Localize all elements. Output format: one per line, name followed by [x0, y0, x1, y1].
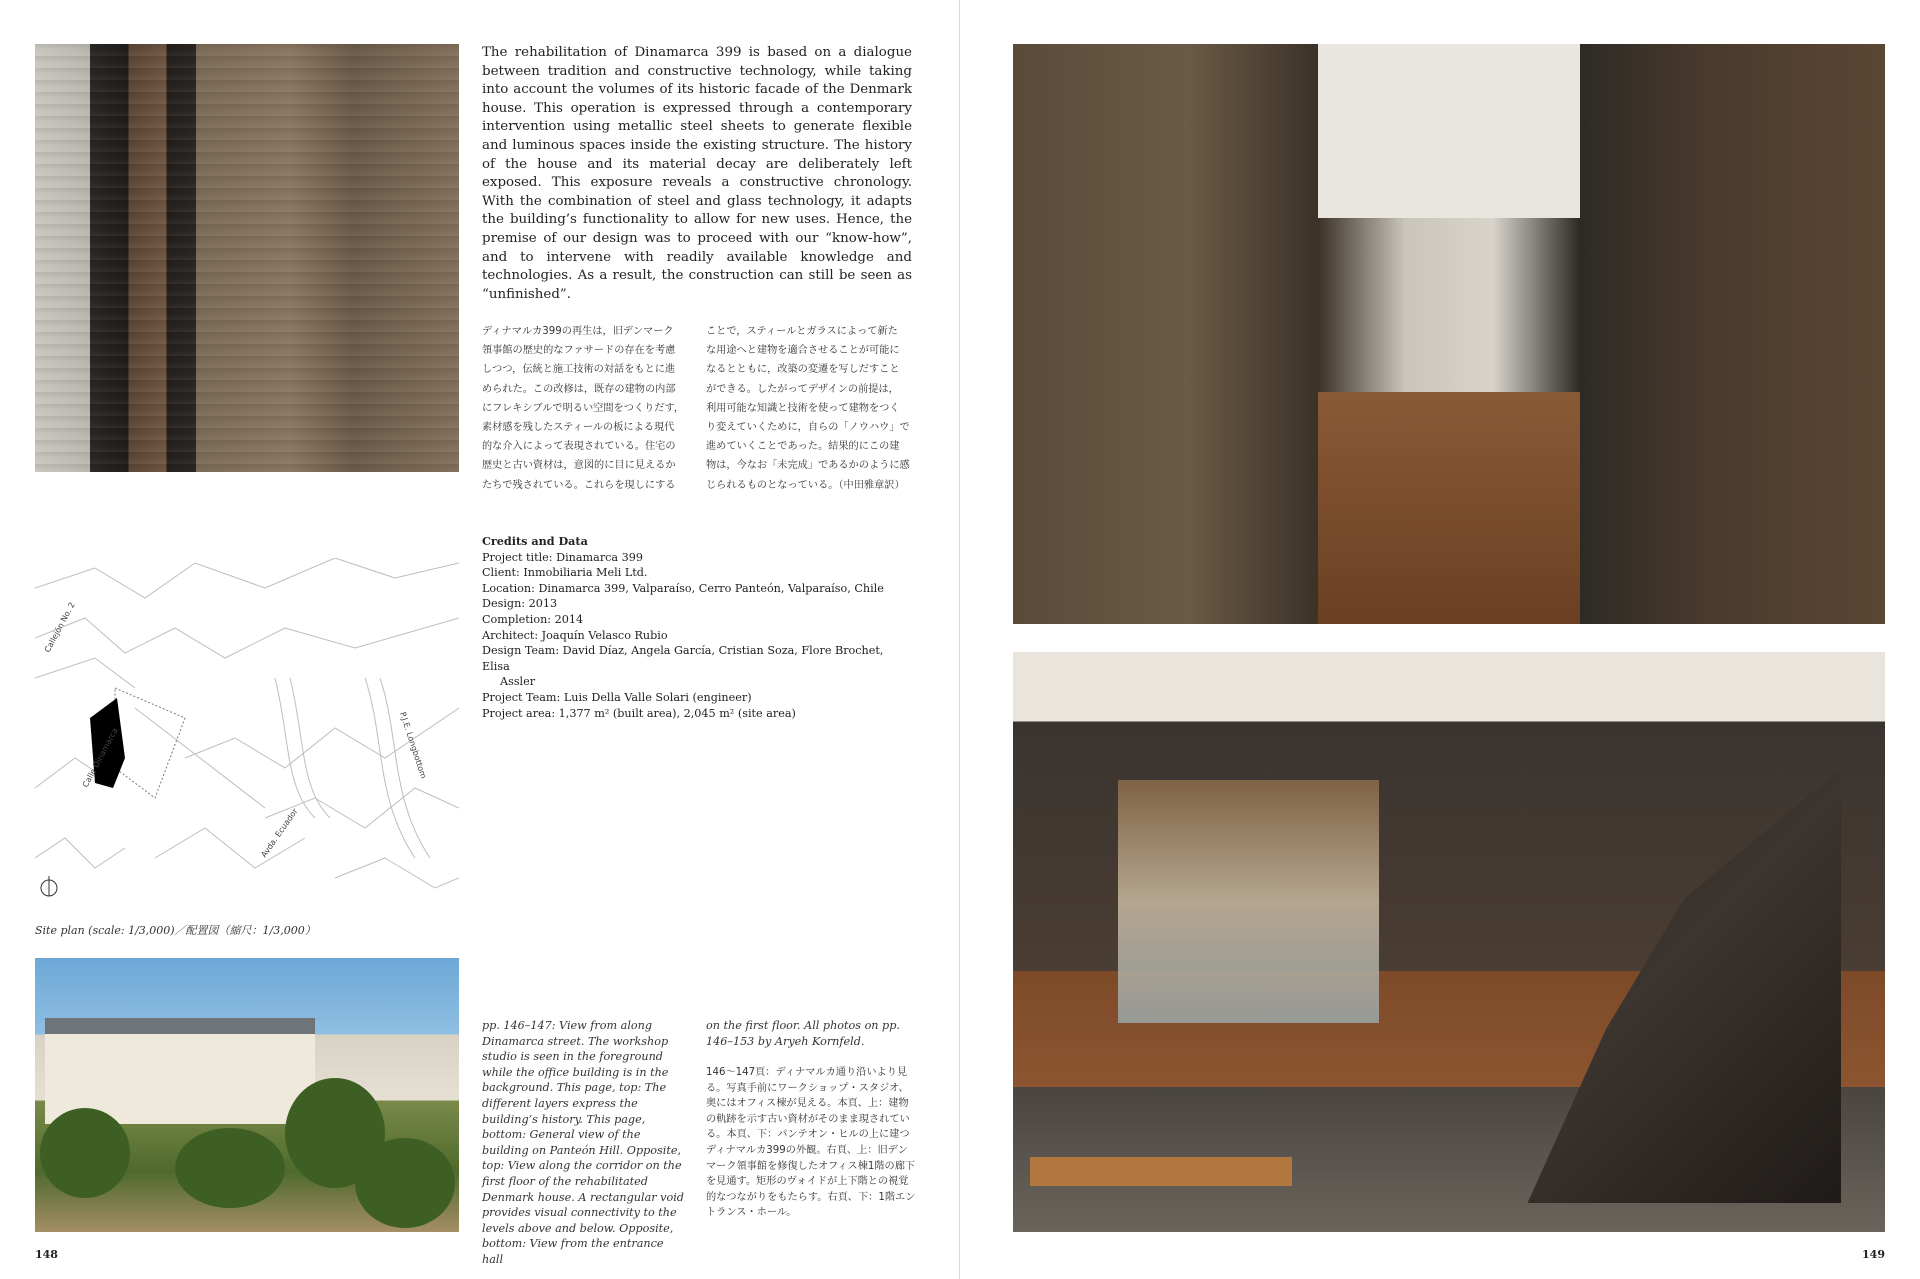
jp-line: しつつ，伝統と施工技術の対話をもとに進 — [482, 364, 676, 376]
credits-block — [482, 534, 912, 721]
photo-entrance-hall — [1013, 652, 1885, 1232]
jp-line: 歴史と古い資材は，意図的に目に見えるか — [482, 460, 676, 472]
caption-en-col2: on the first floor. All photos on pp. 146–153 by Aryeh Kornfeld. — [706, 1019, 900, 1048]
jp-line: り変えていくために，自らの「ノウハウ」で — [706, 422, 910, 434]
main-text-jp-col1 — [482, 322, 692, 495]
page-number-right: 149 — [1862, 1248, 1885, 1261]
main-text-jp-col2 — [706, 322, 916, 495]
jp-line: ことで，スティールとガラスによって新た — [706, 326, 898, 337]
jp-line: ができる。したがってデザインの前提は， — [706, 383, 899, 395]
photo-corridor — [1013, 44, 1885, 624]
label-ecuador: Avda. Ecuador — [259, 806, 300, 860]
label-dinamarca: Calle Dinamarca — [80, 726, 120, 789]
credits-heading: Credits and Data — [482, 534, 588, 548]
label-callejon: Callejón No. 2 — [42, 600, 77, 654]
credit-line: Project area: 1,377 m² (built area), 2,045 m² (site area) — [482, 706, 796, 720]
jp-line: 素材感を残したスティールの板による現代 — [482, 422, 675, 434]
credit-line: Design Team: David Díaz, Angela García, Cristian Soza, Flore Brochet, Elisa — [482, 644, 884, 673]
credit-line: Architect: Joaquín Velasco Rubio — [482, 628, 668, 642]
jp-line: 進めていくことであった。結果的にこの建 — [706, 441, 900, 453]
jp-line: たちで残されている。これらを現しにする — [482, 479, 676, 491]
jp-line: 物は，今なお「未完成」であるかのように感 — [706, 460, 910, 472]
jp-line: 的な介入によって表現されている。住宅の — [482, 441, 676, 453]
credit-line: Assler — [500, 675, 536, 689]
credit-line: Location: Dinamarca 399, Valparaíso, Cerro Panteón, Valparaíso, Chile — [482, 581, 884, 595]
credit-line: Project title: Dinamarca 399 — [482, 550, 644, 564]
jp-line: なるとともに，改築の変遷を写しだすこと — [706, 364, 900, 376]
site-plan — [35, 558, 459, 918]
credit-line: Design: 2013 — [482, 597, 558, 611]
jp-line: 利用可能な知識と技術を使って建物をつく — [706, 402, 900, 414]
photo-building-exterior — [35, 958, 459, 1232]
credit-line: Project Team: Luis Della Valle Solari (engineer) — [482, 690, 752, 704]
caption-jp: 146〜147頁：ディナマルカ通り沿いより見る。写真手前にワークショップ・スタジオ、奥にはオフィス棟が見える。本頁、上：建物の軌跡を示す古い資材がそのまま現されている。本頁、下：パンテオン・ヒルの上に建つディナマルカ399の外観。右頁、上：旧デンマーク領事館を修復したオフィス棟1階の廊下を見通す。矩形のヴォイドが上下階との視覚的なつながりをもたらす。右頁、下：1階エントランス・ホール。 — [706, 1067, 916, 1219]
caption-en-col1: pp. 146–147: View from along Dinamarca street. The workshop studio is seen in the foreground while the office building is in the background. This page, top: The different layers express the building’s history. This page, bottom: General view of the building on Panteón Hill. Opposite, top: View along the corridor on the first floor of the rehabilitated Denmark house. A rectangular void provides visual connectivity to the levels above and below. Opposite, bottom: View from the entrance hall — [482, 1019, 684, 1266]
jp-line: められた。この改修は，既存の建物の内部 — [482, 383, 676, 395]
site-plan-caption: Site plan (scale: 1/3,000)／配置図（縮尺：1/3,000） — [35, 924, 316, 937]
photo-stone-wall — [35, 44, 459, 472]
jp-line: じられるものとなっている。（中田雅章訳） — [706, 479, 905, 491]
page-gutter — [959, 0, 960, 1279]
page-number-left: 148 — [35, 1248, 58, 1261]
jp-line: ディナマルカ399の再生は，旧デンマーク — [482, 326, 674, 337]
jp-line: な用途へと建物を適合させることが可能に — [706, 345, 900, 357]
label-longbottom: P.J.E. Longbottom — [398, 710, 429, 780]
jp-line: 領事館の歴史的なファサードの存在を考慮 — [482, 345, 676, 357]
main-text-en: The rehabilitation of Dinamarca 399 is based on a dialogue between tradition and constructive technology, while taking into account the volumes of its historic facade of the Denmark house. This operation is expressed through a contemporary intervention using metallic steel sheets to generate flexible and luminous spaces inside the existing structure. The history of the house and its material decay are deliberately left exposed. This exposure reveals a constructive chronology. With the combination of steel and glass technology, it adapts the building’s functionality to allow for new uses. Hence, the premise of our design was to proceed with our “know-how”, and to intervene with readily available knowledge and technologies. As a result, the construction can still be seen as “unfinished”. — [482, 45, 912, 302]
credit-line: Client: Inmobiliaria Meli Ltd. — [482, 566, 648, 580]
jp-line: にフレキシブルで明るい空間をつくりだす， — [482, 402, 685, 414]
credit-line: Completion: 2014 — [482, 612, 584, 626]
